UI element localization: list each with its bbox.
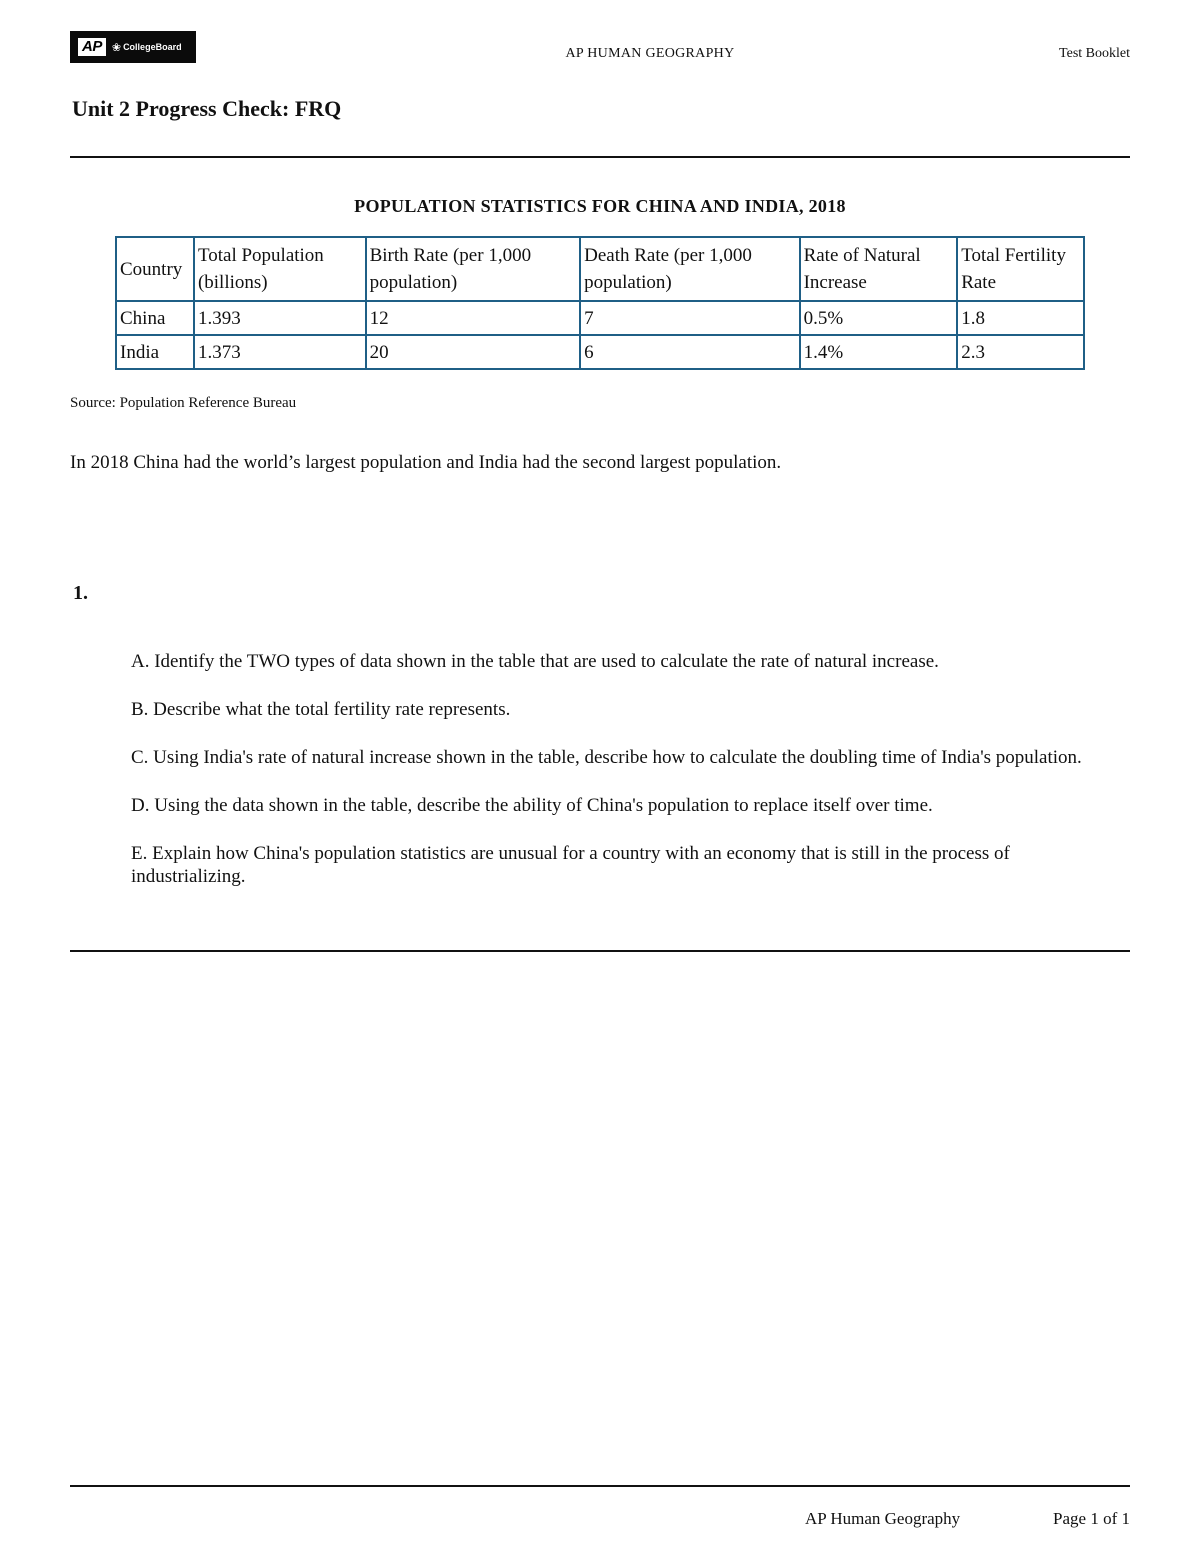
footer-subject: AP Human Geography <box>805 1509 961 1528</box>
footer-divider <box>70 1485 1130 1487</box>
table-title: POPULATION STATISTICS FOR CHINA AND INDIA, 2018 <box>354 196 846 216</box>
page-title: Unit 2 Progress Check: FRQ <box>72 96 342 121</box>
intro-paragraph: In 2018 China had the world’s largest population and India had the second largest population. <box>70 452 782 473</box>
question-part-e: E. Explain how China's population statistics are unusual for a country with an economy that is still in the process of industrializing. <box>131 843 1010 887</box>
column-header-birth-rate: Birth Rate (per 1,000 population) <box>366 237 581 301</box>
question-part-d: D. Using the data shown in the table, describe the ability of China's population to replace itself over time. <box>131 795 933 816</box>
question-part-b: B. Describe what the total fertility rate represents. <box>131 699 511 720</box>
column-header-rate-natural-increase: Rate of Natural Increase <box>800 237 958 301</box>
column-header-total-population: Total Population (billions) <box>194 237 366 301</box>
column-header-country: Country <box>116 237 194 301</box>
header-booklet-label: Test Booklet <box>1059 46 1130 61</box>
table-cell: China <box>116 301 194 335</box>
question-part-c: C. Using India's rate of natural increase shown in the table, describe how to calculate the doubling time of India's population. <box>131 747 1082 768</box>
column-header-total-fertility-rate: Total Fertility Rate <box>957 237 1084 301</box>
question-part-a: A. Identify the TWO types of data shown in the table that are used to calculate the rate of natural increase. <box>131 651 939 672</box>
table-header-row <box>116 237 1084 301</box>
table-cell: 1.373 <box>194 335 366 369</box>
table-row-india <box>116 335 1084 369</box>
population-statistics-table <box>115 236 1085 370</box>
footer-page-number: Page 1 of 1 <box>1053 1509 1130 1528</box>
column-header-death-rate: Death Rate (per 1,000 population) <box>580 237 799 301</box>
table-cell: 6 <box>580 335 799 369</box>
table-source: Source: Population Reference Bureau <box>70 395 297 411</box>
bottom-divider <box>70 950 1130 952</box>
question-number: 1. <box>73 582 88 604</box>
table-cell: 0.5% <box>800 301 958 335</box>
table-cell: India <box>116 335 194 369</box>
ap-logo-mark: AP <box>78 38 106 56</box>
table-cell: 2.3 <box>957 335 1084 369</box>
table-cell: 1.4% <box>800 335 958 369</box>
header-subject-title: AP HUMAN GEOGRAPHY <box>565 46 735 61</box>
table-row-china <box>116 301 1084 335</box>
collegeboard-wordmark-text: CollegeBoard <box>123 42 182 52</box>
table-cell: 20 <box>366 335 581 369</box>
table-cell: 7 <box>580 301 799 335</box>
top-divider <box>70 156 1130 158</box>
table-cell: 1.8 <box>957 301 1084 335</box>
table-cell: 1.393 <box>194 301 366 335</box>
acorn-icon: ❀ <box>111 41 122 54</box>
table-cell: 12 <box>366 301 581 335</box>
question-parts <box>131 650 1121 913</box>
